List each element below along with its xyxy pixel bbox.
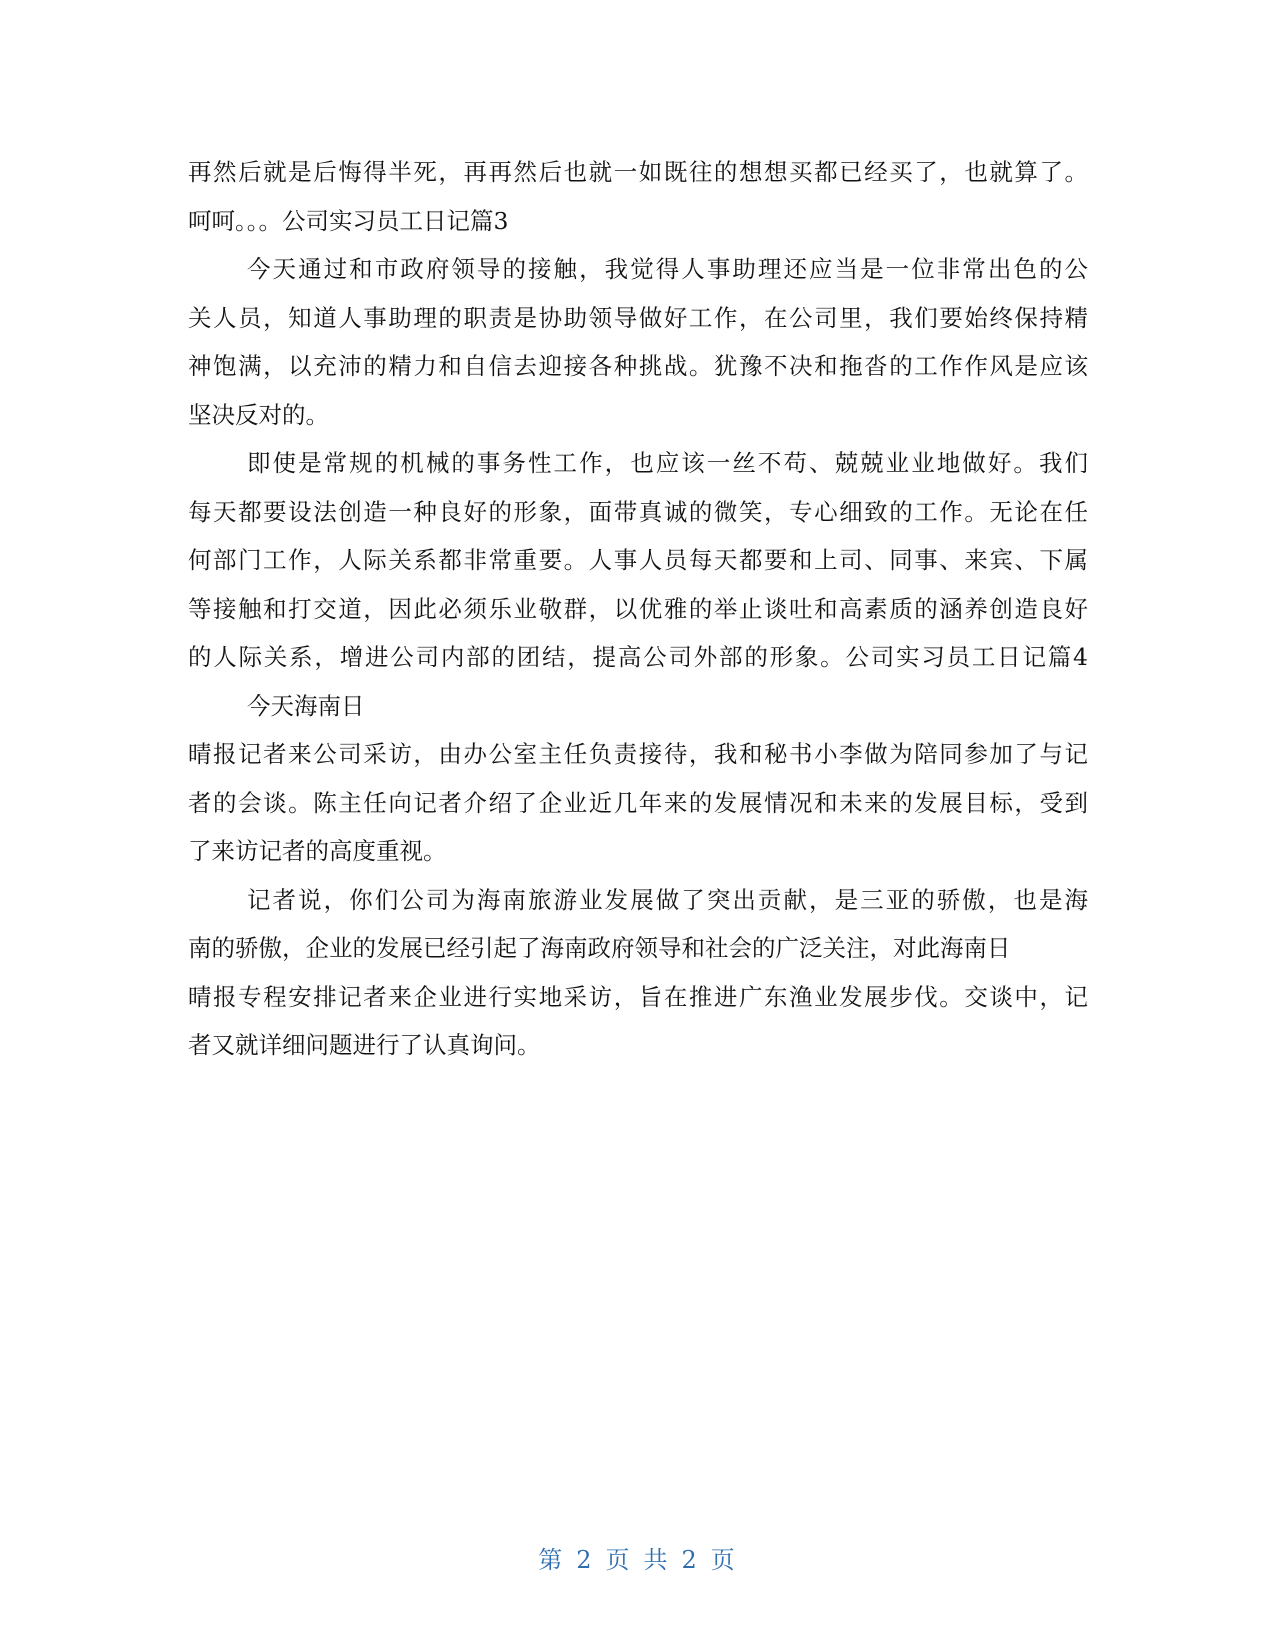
page-number-footer xyxy=(0,1540,1275,1575)
text-line: 再然后就是后悔得半死，再再然后也就一如既往的想想买都已经买了，也就算了。 xyxy=(188,158,1088,186)
text-line: 何部门工作，人际关系都非常重要。人事人员每天都要和上司、同事、来宾、下属 xyxy=(188,546,1088,574)
text-line: 者的会谈。陈主任向记者介绍了企业近几年来的发展情况和未来的发展目标，受到 xyxy=(188,788,1088,817)
text-line: 每天都要设法创造一种良好的形象，面带真诚的微笑，专心细致的工作。无论在任 xyxy=(188,497,1088,526)
footer-label-total: 共 xyxy=(643,1546,670,1574)
text-line: 南的骄傲，企业的发展已经引起了海南政府领导和社会的广泛关注，对此海南日 xyxy=(188,934,1011,962)
text-line: 者又就详细问题进行了认真询问。 xyxy=(188,1031,541,1059)
text-line: 神饱满，以充沛的精力和自信去迎接各种挑战。犹豫不决和拖沓的工作作风是应该 xyxy=(188,352,1088,380)
footer-label-unit-2: 页 xyxy=(710,1546,737,1574)
text-line: 晴报记者来公司采访，由办公室主任负责接待，我和秘书小李做为陪同参加了与记 xyxy=(188,740,1088,768)
text-line: 了来访记者的高度重视。 xyxy=(188,837,447,865)
document-body xyxy=(188,148,1088,1070)
text-line: 关人员，知道人事助理的职责是协助领导做好工作，在公司里，我们要始终保持精 xyxy=(188,303,1088,332)
footer-current-page: 2 xyxy=(576,1546,594,1574)
text-line: 呵呵。。。公司实习员工日记篇3 xyxy=(188,206,509,235)
footer-label-page: 第 xyxy=(538,1546,565,1574)
text-line: 晴报专程安排记者来企业进行实地采访，旨在推进广东渔业发展步伐。交谈中，记 xyxy=(188,982,1088,1011)
paragraph-start-line: 今天海南日 xyxy=(247,691,365,720)
paragraph-start-line: 记者说，你们公司为海南旅游业发展做了突出贡献，是三亚的骄傲，也是海 xyxy=(247,885,1088,914)
text-line: 等接触和打交道，因此必须乐业敬群，以优雅的举止谈吐和高素质的涵养创造良好 xyxy=(188,594,1088,623)
text-line: 的人际关系，增进公司内部的团结，提高公司外部的形象。公司实习员工日记篇4 xyxy=(188,643,1088,671)
footer-label-unit: 页 xyxy=(605,1546,632,1574)
paragraph-start-line: 今天通过和市政府领导的接触，我觉得人事助理还应当是一位非常出色的公 xyxy=(247,255,1088,283)
text-line: 坚决反对的。 xyxy=(188,400,329,429)
footer-total-pages: 2 xyxy=(681,1546,699,1574)
paragraph-start-line: 即使是常规的机械的事务性工作，也应该一丝不苟、兢兢业业地做好。我们 xyxy=(247,449,1088,477)
